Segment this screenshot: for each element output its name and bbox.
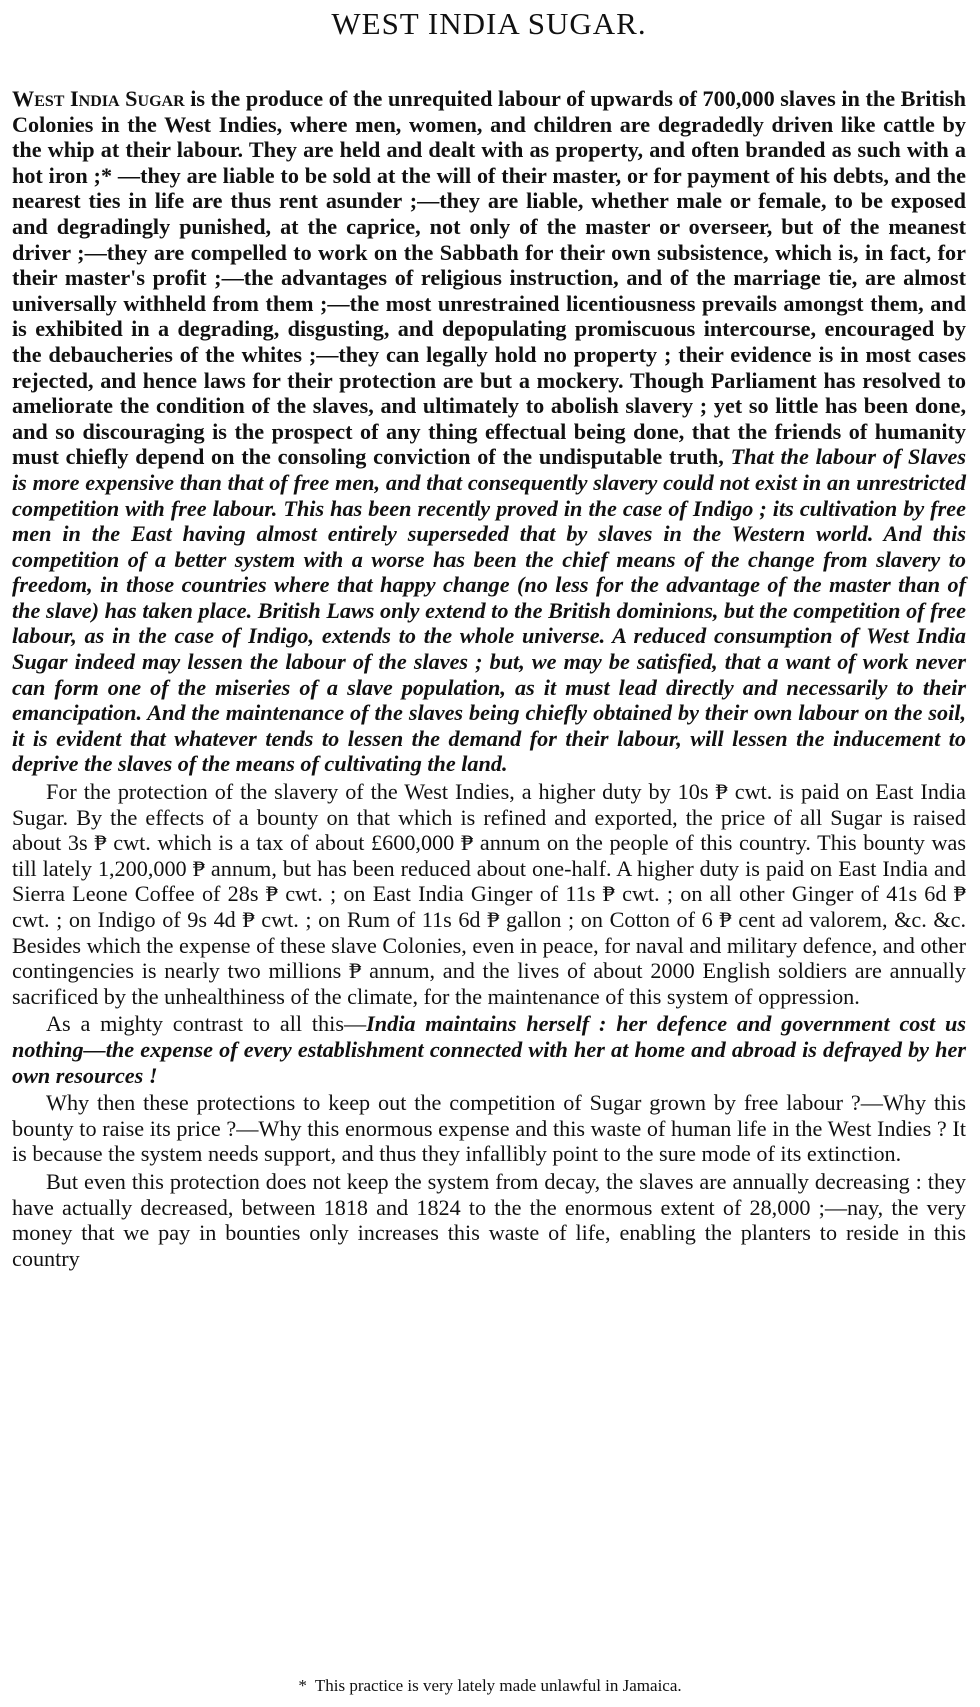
paragraph-3-plain: As a mighty contrast to all this— <box>46 1011 367 1037</box>
document-title: WEST INDIA SUGAR. <box>331 6 647 41</box>
paragraph-3-italic: India maintains herself : her defence and government cost us nothing—the expense of every establishment connected with her at home and abroad is defrayed by her own resources ! <box>12 1011 966 1088</box>
paragraph-1-italic-text: That the labour of Slaves is more expensive than that of free men, and that consequently slavery could not exist in an unrestricted competition with free labour. This has been recently proved in the case of Indigo ; its cultivation by free men in the East having almost entirely superseded that by slaves in the Western world. And this competition of a better system with a worse has been the chief means of the change from slavery to freedom, in those countries where that happy change (no less for the advantage of the master than of the slave) has taken place. British Laws only extend to the British dominions, but the competition of free labour, as in the case of Indigo, extends to the whole universe. A reduced consumption of West India Sugar indeed may lessen the labour of the slaves ; but, we may be satisfied, that a want of work never can form one of the miseries of a slave population, as it must lead directly and necessarily to their emancipation. And the maintenance of the slaves being chiefly obtained by their own labour on the soil, it is evident that whatever tends to lessen the demand for their labour, will lessen the inducement to deprive the slaves of the means of cultivating the land. <box>12 444 966 777</box>
footnote-text: This practice is very lately made unlawful in Jamaica. <box>314 1676 682 1695</box>
paragraph-2: For the protection of the slavery of the West Indies, a higher duty by 10s ₱ cwt. is paid on East India Sugar. By the effects of a bounty on that which is refined and exported, the price of all Sugar is raised about 3s ₱ cwt. which is a tax of about £600,000 ₱ annum on the people of this country. This bounty was till lately 1,200,000 ₱ annum, but has been reduced about one-half. A higher duty is paid on East India and Sierra Leone Coffee of 28s ₱ cwt. ; on East India Ginger of 11s ₱ cwt. ; on all other Ginger of 41s 6d ₱ cwt. ; on Indigo of 9s 4d ₱ cwt. ; on Rum of 11s 6d ₱ gallon ; on Cotton of 6 ₱ cent ad valorem, &c. &c. Besides which the expense of these slave Colonies, even in peace, for naval and military defence, and other contingencies is nearly two millions ₱ annum, and the lives of about 2000 English soldiers are annually sacrificed by the unhealthiness of the climate, for the maintenance of this system of oppression. <box>12 779 966 1009</box>
paragraph-5: But even this protection does not keep the system from decay, the slaves are annually decreasing : they have actually decreased, between 1818 and 1824 to the the enormous extent of 28,000 ;—nay, the very money that we pay in bounties only increases this waste of life, enabling the planters to reside in this country <box>12 1168 966 1271</box>
footnote-marker: * <box>298 1676 307 1695</box>
paragraph-4: Why then these protections to keep out the competition of Sugar grown by free labour ?—Why this bounty to raise its price ?—Why this enormous expense and this waste of human life in the West Indies ? It is because the system needs support, and thus they infallibly point to the sure mode of its extinction. <box>12 1090 966 1167</box>
paragraph-1-lead: West India Sugar <box>12 86 185 111</box>
paragraph-1-bold-text: is the produce of the unrequited labour of upwards of 700,000 slaves in the British Colonies in the West Indies, where men, women, and children are degradedly driven like cattle by the whip at their labour. They are held and dealt with as property, and often branded as such with a hot iron ;* —they are liable to be sold at the will of their master, or for payment of his debts, and the nearest ties in life are thus rent asunder ;—they are liable, whether male or female, to be exposed and degradingly punished, at the caprice, not only of the master or overseer, but of the meanest driver ;—they are compelled to work on the Sabbath for their own subsistence, which is, in fact, for their master's profit ;—the advantages of religious instruction, and of the marriage tie, are almost universally withheld from them ;—the most unrestrained licentiousness prevails amongst them, and is exhibited in a degrading, disgusting, and depopulating promiscuous intercourse, encouraged by the debaucheries of the whites ;—they can legally hold no property ; their evidence is in most cases rejected, and hence laws for their protection are but a mockery. Though Parliament has resolved to ameliorate the condition of the slaves, and ultimately to abolish slavery ; yet so little has been done, and so discouraging is the prospect of any thing effectual being done, that the friends of humanity must chiefly depend on the consoling conviction of the undisputable truth, <box>12 86 967 470</box>
paragraph-3 <box>12 1011 966 1088</box>
footnote <box>0 1675 980 1697</box>
paragraph-1 <box>12 86 966 777</box>
